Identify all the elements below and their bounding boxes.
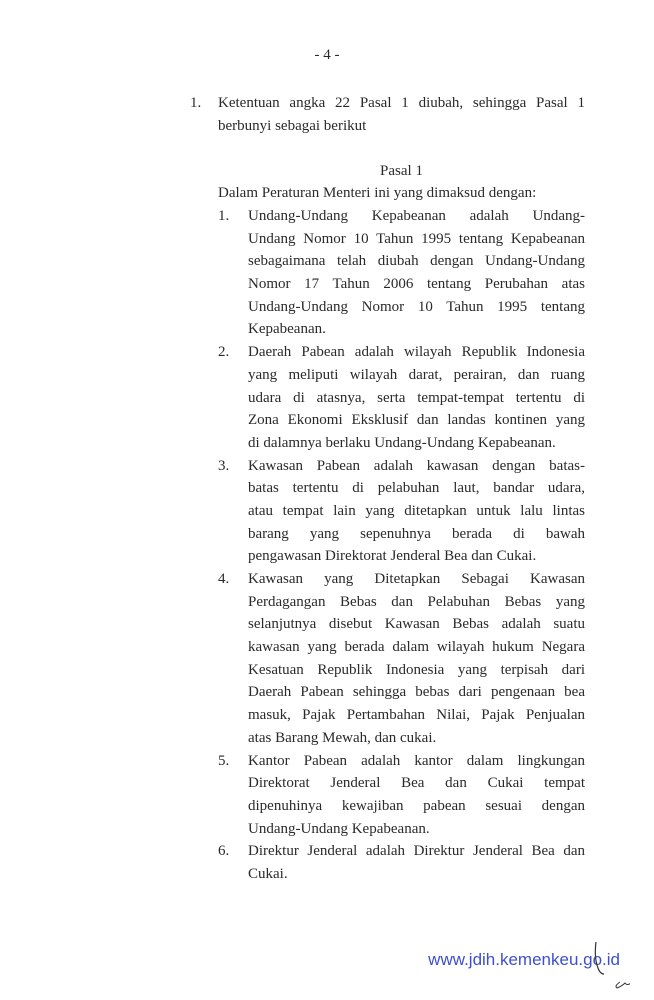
definition-item [218,568,585,750]
item-line: sebagaimana telah diubah dengan Undang-Undang [248,253,585,270]
item-line: Perdagangan Bebas dan Pelabuhan Bebas yang [248,593,585,610]
item-line: Direktorat Jenderal Bea dan Cukai tempat [248,775,585,792]
item-number: 5. [218,752,230,769]
item-line: Kantor Pabean adalah kantor dalam lingkungan [248,752,585,769]
item-line: Kawasan Pabean adalah kawasan dengan batas- [248,457,585,474]
item-line: Kesatuan Republik Indonesia yang terpisah dari [248,661,585,678]
item-line: dipenuhinya kewajiban pabean sesuai dengan [248,797,585,814]
item-number: 6. [218,843,230,860]
item-line: Daerah Pabean sehingga bebas dari pengenaan bea [248,684,585,701]
page-number: - 4 - [314,47,340,63]
item-line: Undang-Undang Kepabeanan adalah Undang- [248,208,585,224]
item-text [248,840,585,885]
item-number: 4. [218,571,230,587]
item-line: Kawasan yang Ditetapkan Sebagai Kawasan [248,571,585,587]
item-number: 3. [218,457,230,474]
item-line: atas Barang Mewah, dan cukai. [248,729,437,746]
lead-sentence: Dalam Peraturan Menteri ini yang dimaksud dengan: [218,185,537,201]
item-line: Undang-Undang Kepabeanan. [248,820,430,837]
item-text [248,455,585,568]
definition-item [218,840,585,885]
item-line: masuk, Pajak Pertambahan Nilai, Pajak Penjualan [248,707,585,724]
item-text [248,205,585,341]
item-line: Direktur Jenderal adalah Direktur Jenderal Bea dan [248,843,585,860]
item-line: Zona Ekonomi Eksklusif dan landas kontinen yang [248,412,585,429]
definition-item [218,455,585,568]
intro-line: Ketentuan angka 22 Pasal 1 diubah, sehingga Pasal 1 [218,95,585,111]
item-line: udara di atasnya, serta tempat-tempat tertentu di [248,389,585,406]
item-line: Cukai. [248,865,288,882]
item-line: kawasan yang berada dalam wilayah hukum Negara [248,639,585,656]
item-line: batas tertentu di pelabuhan laut, bandar udara, [248,480,585,497]
definition-item [218,750,585,841]
item-text [248,568,585,750]
item-text [248,750,585,841]
item-line: di dalamnya berlaku Undang-Undang Kepabeanan. [248,434,556,451]
item-line: Undang-Undang Nomor 10 Tahun 1995 tentang [248,298,585,315]
item-line: Undang Nomor 10 Tahun 1995 tentang Kepabeanan [248,230,585,247]
definition-item [218,341,585,454]
item-line: Kepabeanan. [248,321,326,338]
item-line: pengawasan Direktorat Jenderal Bea dan Cukai. [248,548,537,565]
footer-url-link[interactable]: www.jdih.kemenkeu.go.id [428,950,620,969]
initial-signature-mark [590,938,630,993]
item-line: atau tempat lain yang ditetapkan untuk lalu lintas [248,502,585,519]
item-line: barang yang sepenuhnya berada di bawah [248,525,585,542]
item-number: 2. [218,344,230,361]
item-line: selanjutnya disebut Kawasan Bebas adalah suatu [248,616,585,633]
intro-number: 1. [190,95,202,111]
intro-line: berbunyi sebagai berikut [218,117,367,134]
intro-paragraph [218,92,585,137]
item-text [248,341,585,454]
definition-list [218,205,585,886]
definition-item [218,205,585,341]
item-line: Daerah Pabean adalah wilayah Republik Indonesia [248,344,585,361]
item-number: 1. [218,208,230,224]
item-line: yang meliputi wilayah darat, perairan, dan ruang [248,366,585,383]
item-line: Nomor 17 Tahun 2006 tentang Perubahan atas [248,276,585,293]
article-title: Pasal 1 [380,163,423,179]
